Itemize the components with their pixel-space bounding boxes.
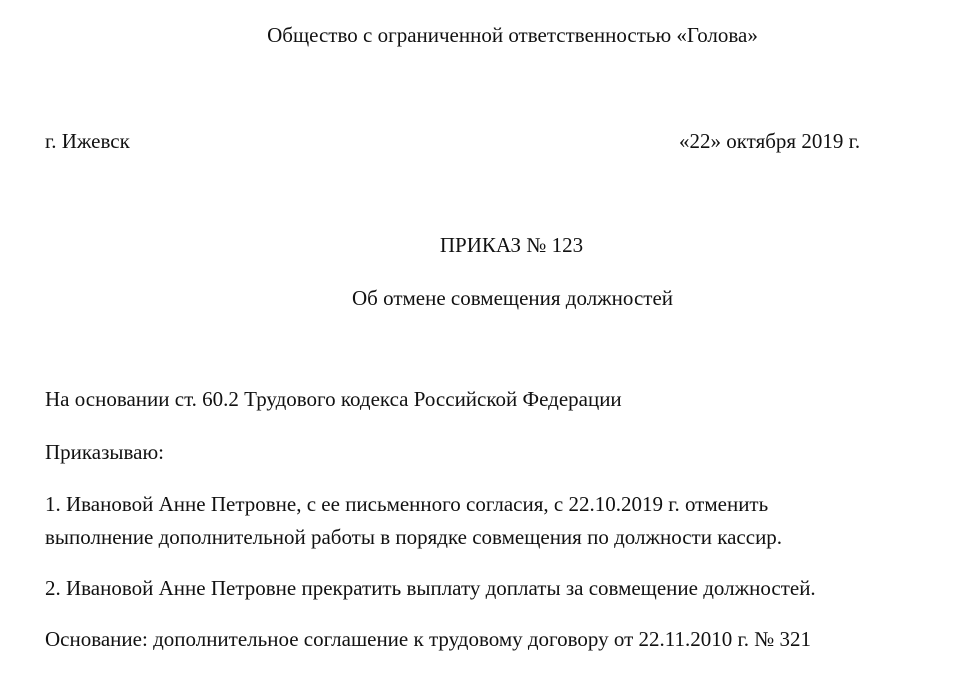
order-date: «22» октября 2019 г. — [679, 129, 861, 153]
order-subject: Об отмене совмещения должностей — [352, 286, 673, 310]
legal-basis: На основании ст. 60.2 Трудового кодекса Российской Федерации — [45, 387, 622, 411]
organization-name: Общество с ограниченной ответственностью «Голова» — [267, 23, 758, 47]
grounds: Основание: дополнительное соглашение к трудовому договору от 22.11.2010 г. № 321 — [45, 627, 812, 651]
city: г. Ижевск — [45, 129, 130, 153]
order-word: Приказываю: — [45, 440, 164, 464]
order-item-1-line-2: выполнение дополнительной работы в порядке совмещения по должности кассир. — [45, 525, 783, 549]
order-item-1-line-1: 1. Ивановой Анне Петровне, с ее письменного согласия, с 22.10.2019 г. отменить — [45, 492, 769, 516]
order-title: ПРИКАЗ № 123 — [439, 233, 584, 257]
order-item-2: 2. Ивановой Анне Петровне прекратить выплату доплаты за совмещение должностей. — [45, 576, 816, 600]
